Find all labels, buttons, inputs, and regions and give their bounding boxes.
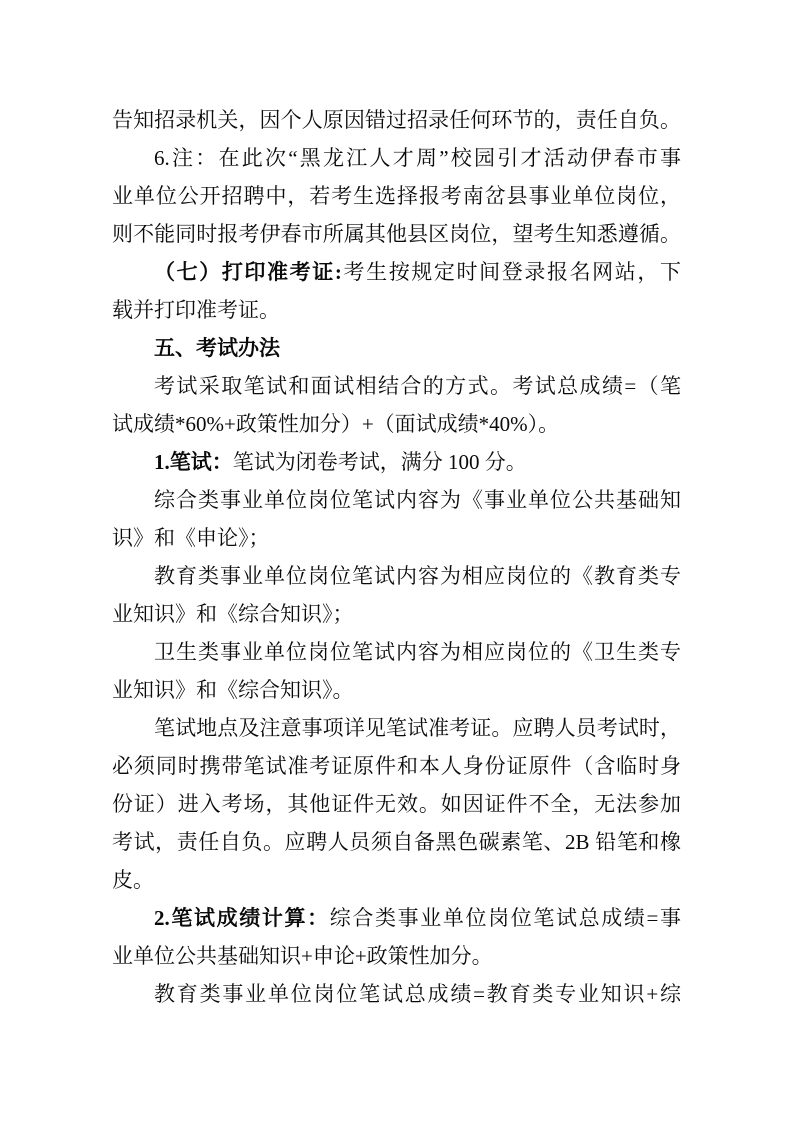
body-text: 告知招录机关，因个人原因错过招录任何环节的，责任自负。 bbox=[112, 108, 681, 132]
text-line bbox=[112, 595, 681, 633]
body-text: 教育类事业单位岗位笔试内容为相应岗位的《教育类专 bbox=[154, 564, 681, 588]
text-line bbox=[112, 861, 681, 899]
body-text: 业单位公开招聘中，若考生选择报考南岔县事业单位岗位， bbox=[112, 184, 681, 208]
body-text: 6.注：在此次“黑龙江人才周”校园引才活动伊春市事 bbox=[154, 146, 681, 170]
text-line bbox=[112, 709, 681, 747]
text-line bbox=[112, 101, 681, 139]
body-text: 试成绩*60%+政策性加分）+（面试成绩*40%）。 bbox=[112, 412, 560, 436]
bold-text: 五、考试办法 bbox=[154, 336, 280, 360]
body-text: 综合类事业单位岗位笔试总成绩=事 bbox=[329, 906, 681, 930]
document-content bbox=[112, 101, 681, 1013]
bold-text: 1.笔试： bbox=[154, 450, 233, 474]
text-line bbox=[112, 823, 681, 861]
text-line bbox=[112, 937, 681, 975]
text-line bbox=[112, 975, 681, 1013]
body-text: 笔试地点及注意事项详见笔试准考证。应聘人员考试时， bbox=[154, 716, 681, 740]
bold-text: 2.笔试成绩计算： bbox=[154, 906, 330, 930]
bold-text: （七）打印准考证: bbox=[154, 260, 342, 284]
text-line bbox=[112, 519, 681, 557]
text-line bbox=[112, 899, 681, 937]
text-line bbox=[112, 633, 681, 671]
body-text: 卫生类事业单位岗位笔试内容为相应岗位的《卫生类专 bbox=[154, 640, 681, 664]
text-line bbox=[112, 367, 681, 405]
body-text: 则不能同时报考伊春市所属其他县区岗位，望考生知悉遵循。 bbox=[112, 222, 681, 246]
body-text: 业知识》和《综合知识》； bbox=[112, 602, 354, 626]
body-text: 考试，责任自负。应聘人员须自备黑色碳素笔、2B 铅笔和橡 bbox=[112, 830, 681, 854]
text-line bbox=[112, 671, 681, 709]
body-text: 教育类事业单位岗位笔试总成绩=教育类专业知识+综 bbox=[154, 982, 681, 1006]
text-line bbox=[112, 291, 681, 329]
body-text: 识》和《申论》； bbox=[112, 526, 270, 550]
text-line bbox=[112, 785, 681, 823]
body-text: 皮。 bbox=[112, 868, 154, 892]
body-text: 载并打印准考证。 bbox=[112, 298, 280, 322]
section-heading bbox=[112, 329, 681, 367]
text-line bbox=[112, 215, 681, 253]
body-text: 业知识》和《综合知识》。 bbox=[112, 678, 354, 702]
text-line bbox=[112, 443, 681, 481]
text-line bbox=[112, 139, 681, 177]
body-text: 考试采取笔试和面试相结合的方式。考试总成绩=（笔 bbox=[154, 374, 681, 398]
body-text: 笔试为闭卷考试，满分 100 分。 bbox=[232, 450, 527, 474]
body-text: 必须同时携带笔试准考证原件和本人身份证原件（含临时身 bbox=[112, 754, 681, 778]
text-line bbox=[112, 253, 681, 291]
text-line bbox=[112, 747, 681, 785]
body-text: 业单位公共基础知识+申论+政策性加分。 bbox=[112, 944, 493, 968]
body-text: 考生按规定时间登录报名网站，下 bbox=[341, 260, 681, 284]
body-text: 综合类事业单位岗位笔试内容为《事业单位公共基础知 bbox=[154, 488, 681, 512]
text-line bbox=[112, 557, 681, 595]
body-text: 份证）进入考场，其他证件无效。如因证件不全，无法参加 bbox=[112, 792, 681, 816]
text-line bbox=[112, 481, 681, 519]
text-line bbox=[112, 405, 681, 443]
text-line bbox=[112, 177, 681, 215]
